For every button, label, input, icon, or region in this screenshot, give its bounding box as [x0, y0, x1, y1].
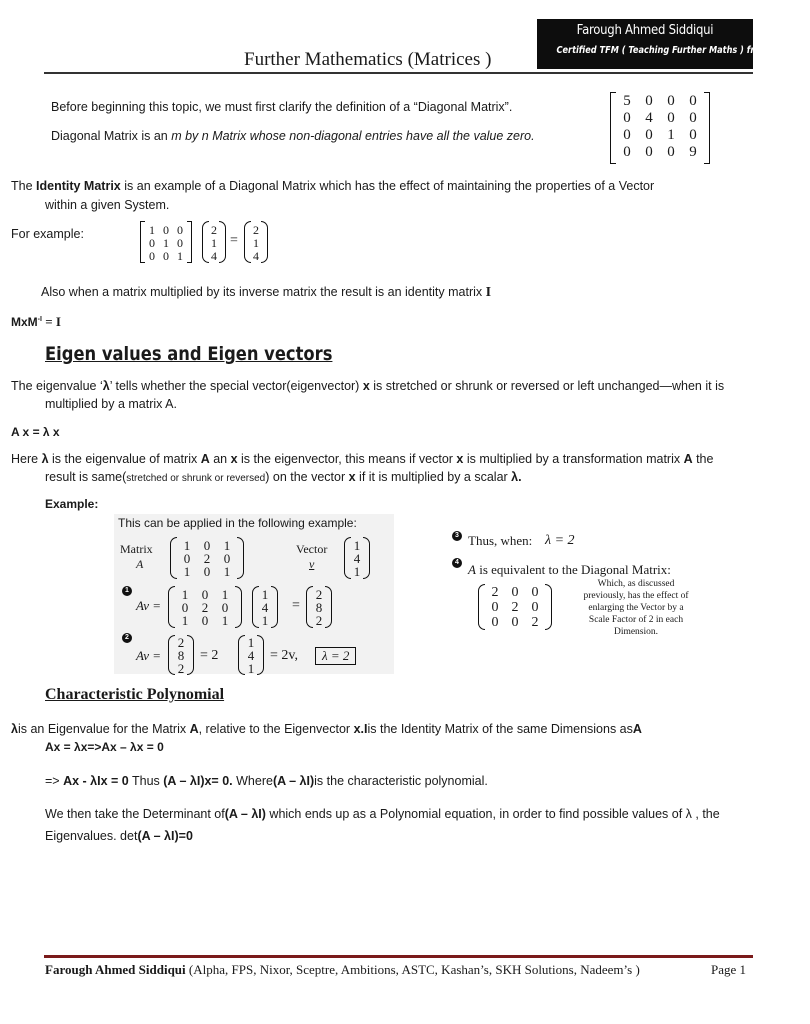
text: => — [45, 774, 64, 788]
matrix-cell: 0 — [201, 586, 209, 602]
right-paren — [187, 635, 194, 675]
vector-cell: 1 — [247, 660, 255, 676]
note-line: enlarging the Vector by a — [588, 603, 684, 613]
note-line: Which, as discussed — [597, 579, 675, 589]
matrix-cell: 2 — [511, 599, 519, 615]
step2-vector-v — [238, 635, 264, 675]
text: Also when a matrix multiplied by its inverse matrix the result is an identity matrix — [41, 285, 486, 299]
vector-table — [351, 539, 363, 579]
matrix-cell: 0 — [163, 249, 169, 264]
matrix-cell: 0 — [623, 144, 631, 160]
matrix-cell: 0 — [689, 110, 697, 126]
vector-table — [245, 636, 257, 675]
scaled-diagonal-matrix — [478, 584, 552, 630]
text: is equivalent to the Diagonal Matrix: — [475, 562, 671, 577]
right-paren — [545, 584, 552, 630]
identity-line-2: within a given System. — [45, 198, 170, 212]
characteristic-paragraph-3 — [45, 807, 720, 821]
text: Here — [11, 452, 42, 466]
matrix-cell: 0 — [689, 127, 697, 143]
matrix-cell: 2 — [203, 550, 211, 566]
matrix-cell: 1 — [223, 564, 231, 580]
matrix-cell: 0 — [183, 550, 191, 566]
vector-cell: 2 — [177, 660, 185, 676]
matrix-cell: 4 — [645, 110, 653, 126]
text: is an example of a Diagonal Matrix which has the effect of maintaining the properties of a Vector — [120, 179, 655, 193]
text: the — [692, 452, 714, 466]
matrix-cell: 9 — [689, 144, 697, 160]
matrix-cell: 0 — [667, 144, 675, 160]
text: is multiplied by a transformation matrix — [463, 452, 684, 466]
step1-result — [306, 586, 332, 628]
eigen-paragraph-2-line-2 — [45, 470, 522, 484]
matrix-cell: 0 — [203, 537, 211, 553]
lambda-symbol: λ. — [511, 470, 522, 484]
left-paren — [170, 537, 177, 579]
eigen-equation: A x = λ x — [11, 425, 60, 439]
superscript: -I — [37, 316, 42, 323]
vector-table — [313, 588, 325, 628]
matrix-cell: 0 — [201, 613, 209, 629]
step1-vector-v — [252, 586, 278, 628]
vector-cell: 4 — [253, 249, 259, 264]
author-name: Farough Ahmed Siddiqui — [45, 962, 186, 977]
vector-label: Vector — [296, 542, 328, 556]
step-badge-4: 4 — [452, 558, 462, 568]
matrix-cell: 1 — [183, 564, 191, 580]
vector-symbol: v — [309, 557, 315, 571]
matrix-cell: 0 — [163, 222, 169, 237]
matrix-cell: 0 — [221, 599, 229, 615]
vector-cell: 1 — [211, 235, 217, 250]
identity-line-1 — [11, 179, 654, 193]
right-bracket — [187, 221, 192, 263]
left-paren — [238, 635, 245, 675]
matrix-cell: 0 — [623, 127, 631, 143]
diagonal-matrix-table — [616, 93, 704, 161]
for-example-label: For example: — [11, 227, 84, 241]
matrix-cell: 0 — [689, 93, 697, 109]
matrix-cell: 0 — [531, 599, 539, 615]
scale-factor-note — [566, 578, 706, 638]
matrix-cell: 0 — [149, 235, 155, 250]
matrix-cell: 1 — [221, 586, 229, 602]
vector-table — [259, 588, 271, 628]
intro-line-2 — [51, 129, 535, 143]
lambda-result-box: λ = 2 — [315, 647, 356, 665]
vector-cell: 4 — [211, 249, 217, 264]
header-divider — [44, 72, 753, 74]
characteristic-equation-2 — [45, 774, 488, 788]
equation: (A – λI) — [272, 774, 315, 788]
a-symbol: A — [632, 722, 642, 736]
vector-cell: 1 — [353, 564, 361, 580]
vector-cell: 2 — [253, 222, 259, 237]
right-paren — [257, 635, 264, 675]
right-bracket — [704, 92, 710, 164]
equation: (A – λI)x= 0. — [163, 774, 233, 788]
a-symbol: A — [200, 452, 210, 466]
a-symbol: A — [683, 452, 693, 466]
right-paren — [237, 537, 244, 579]
vector-cell: 2 — [211, 222, 217, 237]
intro-line-2-text: Diagonal Matrix is an — [51, 129, 172, 143]
vector-cell: 4 — [261, 599, 269, 615]
document-title: Further Mathematics (Matrices ) — [244, 49, 492, 70]
text: MxM — [11, 315, 38, 329]
text: is the Identity Matrix of the same Dimensions as — [367, 722, 633, 736]
vector-cell: 4 — [247, 647, 255, 663]
matrix-cell: 0 — [531, 585, 539, 601]
vector-table — [209, 223, 219, 263]
text: The eigenvalue ‘ — [11, 379, 103, 393]
right-paren — [363, 537, 370, 579]
matrix-cell: 1 — [149, 222, 155, 237]
lambda-symbol: λ — [102, 379, 110, 393]
right-paren — [219, 221, 226, 263]
matrix-cell: 1 — [183, 537, 191, 553]
equivalent-text — [468, 562, 671, 578]
matrix-cell: 0 — [491, 599, 499, 615]
right-paren — [271, 586, 278, 628]
matrix-table — [175, 588, 235, 628]
text: if it is multiplied by a scalar — [355, 470, 512, 484]
x-symbol: x. — [353, 722, 364, 736]
note-line: Scale Factor of 2 in each — [588, 615, 684, 625]
a-symbol: A — [189, 722, 199, 736]
x-symbol: x — [362, 379, 370, 393]
matrix-cell: 0 — [645, 127, 653, 143]
vector-cell: 2 — [315, 586, 323, 602]
matrix-cell: 1 — [221, 613, 229, 629]
text: which ends up as a Polynomial equation, in order to find possible values of λ , the — [265, 807, 720, 821]
example-label: Example: — [45, 497, 99, 511]
matrix-table — [485, 586, 545, 630]
text: Where — [232, 774, 273, 788]
vector-cell: 1 — [253, 235, 259, 250]
text: Thus — [128, 774, 164, 788]
text: is an Eigenvalue for the Matrix — [17, 722, 190, 736]
example-vector-v — [344, 537, 370, 579]
page-number: Page 1 — [711, 962, 747, 977]
text: is the eigenvalue of matrix — [48, 452, 201, 466]
example-intro: This can be applied in the following example: — [118, 516, 357, 530]
av-label: Av = — [136, 598, 162, 613]
step2-lhs-vector — [168, 635, 194, 675]
step-badge-2: 2 — [122, 633, 132, 643]
vector-cell: 1 — [261, 586, 269, 602]
step-badge-1: 1 — [122, 586, 132, 596]
eigen-paragraph-1-line-2: multiplied by a matrix A. — [45, 397, 177, 411]
x-symbol: x — [456, 452, 464, 466]
left-paren — [344, 537, 351, 579]
matrix-cell: 1 — [223, 537, 231, 553]
left-paren — [168, 635, 175, 675]
identity-matrix — [140, 221, 192, 263]
matrix-cell: 2 — [201, 599, 209, 615]
matrix-cell: 0 — [181, 599, 189, 615]
vector-cell: 8 — [315, 599, 323, 615]
text: ) on the vector — [265, 470, 349, 484]
left-paren — [306, 586, 313, 628]
thus-text: Thus, when: — [468, 533, 533, 548]
left-paren — [252, 586, 259, 628]
text: is the eigenvector, this means if vector — [237, 452, 457, 466]
matrix-symbol: A — [136, 557, 144, 571]
characteristic-equation-1: Ax = λx=>Ax – λx = 0 — [45, 740, 164, 754]
characteristic-paragraph-1 — [11, 722, 642, 736]
brand-tagline: Certified TFM ( Teaching Further Maths ) from MEI - UK — [556, 45, 810, 56]
vector-cell: 4 — [353, 550, 361, 566]
matrix-cell: 5 — [623, 93, 631, 109]
right-paren — [325, 586, 332, 628]
matrix-cell: 0 — [645, 93, 653, 109]
text: is the characteristic polynomial. — [314, 774, 488, 788]
x-symbol: x — [348, 470, 356, 484]
step2-scalar: = 2 — [200, 648, 219, 663]
lambda-symbol: λ — [11, 722, 18, 736]
step-badge-3: 3 — [452, 531, 462, 541]
section-heading-eigen: Eigen values and Eigen vectors — [45, 343, 333, 365]
left-paren — [168, 586, 175, 628]
matrix-cell: 0 — [511, 614, 519, 630]
intro-line-1: Before beginning this topic, we must first clarify the definition of a “Diagonal Matrix”. — [51, 100, 513, 114]
matrix-cell: 0 — [623, 110, 631, 126]
equation: (A – λI)=0 — [137, 829, 193, 843]
inverse-formula — [11, 314, 61, 330]
characteristic-paragraph-4 — [45, 829, 193, 843]
left-paren — [478, 584, 485, 630]
vector-cell: 8 — [177, 647, 185, 663]
matrix-cell: 0 — [491, 614, 499, 630]
matrix-cell: 0 — [223, 550, 231, 566]
brand-name: Farough Ahmed Siddiqui — [576, 23, 714, 38]
matrix-cell: 0 — [645, 144, 653, 160]
matrix-cell: 1 — [181, 586, 189, 602]
vector-table — [251, 223, 261, 263]
section-heading-characteristic: Characteristic Polynomial — [45, 686, 225, 703]
vector-cell: 1 — [247, 634, 255, 650]
text: ’ tells whether the special vector(eigenvector) — [109, 379, 363, 393]
identity-matrix-table — [145, 223, 187, 263]
matrix-table — [177, 539, 237, 579]
matrix-cell: 0 — [149, 249, 155, 264]
eigen-paragraph-1-line-1 — [11, 379, 724, 393]
eigen-paragraph-2-line-1 — [11, 452, 713, 466]
diagonal-matrix-example — [610, 92, 710, 164]
step2-tail: = 2v, — [270, 648, 298, 663]
step1-matrix-a — [168, 586, 242, 628]
note-line: previously, has the effect of — [583, 591, 689, 601]
text: result is same( — [45, 470, 127, 484]
vector-cell: 1 — [353, 537, 361, 553]
footer-divider — [44, 955, 753, 958]
identity-result-vector — [244, 221, 268, 263]
matrix-cell: 0 — [177, 222, 183, 237]
identity-symbol: I — [485, 285, 492, 300]
equals-sign: = — [292, 598, 300, 613]
text: The — [11, 179, 37, 193]
matrix-cell: 0 — [511, 585, 519, 601]
text: an — [209, 452, 231, 466]
vector-cell: 2 — [315, 613, 323, 629]
vector-table — [175, 636, 187, 675]
text: is stretched or shrunk or reversed or left unchanged—when it is — [369, 379, 725, 393]
inverse-matrix-line — [41, 285, 491, 301]
text: = I — [41, 314, 61, 329]
right-paren — [235, 586, 242, 628]
equals-sign: = — [230, 233, 238, 248]
matrix-cell: 0 — [177, 235, 183, 250]
equation: Ax - λIx = 0 — [63, 774, 129, 788]
matrix-cell: 1 — [181, 613, 189, 629]
text: We then take the Determinant of — [45, 807, 225, 821]
example-matrix-a — [170, 537, 244, 579]
author-brand-banner — [537, 19, 810, 69]
matrix-cell: 2 — [531, 614, 539, 630]
identity-symbol: I — [364, 722, 368, 736]
equation: (A – λI) — [224, 807, 266, 821]
vector-cell: 1 — [261, 613, 269, 629]
matrix-cell: 2 — [491, 585, 499, 601]
thus-equation: λ = 2 — [545, 533, 575, 548]
footer-author — [45, 962, 640, 978]
matrix-cell: 0 — [667, 93, 675, 109]
intro-line-2-italic: m by n Matrix whose non-diagonal entries have all the value zero. — [171, 129, 535, 143]
matrix-cell: 0 — [203, 564, 211, 580]
identity-input-vector — [202, 221, 226, 263]
author-affiliations: (Alpha, FPS, Nixor, Sceptre, Ambitions, ASTC, Kashan’s, SKH Solutions, Nadeem’s ) — [185, 962, 640, 977]
matrix-cell: 1 — [163, 235, 169, 250]
lambda-symbol: λ — [41, 452, 49, 466]
right-paren — [261, 221, 268, 263]
left-paren — [202, 221, 209, 263]
identity-matrix-term: Identity Matrix — [36, 179, 121, 193]
left-paren — [244, 221, 251, 263]
text: Eigenvalues. det — [45, 829, 138, 843]
note-line: Dimension. — [613, 627, 659, 637]
text: , relative to the Eigenvector — [198, 722, 354, 736]
a-symbol: A — [468, 562, 476, 577]
matrix-cell: 1 — [177, 249, 183, 264]
x-symbol: x — [230, 452, 238, 466]
av-label: Av = — [136, 648, 162, 663]
matrix-label: Matrix — [120, 542, 153, 556]
vector-cell: 2 — [177, 634, 185, 650]
small-text: stretched or shrunk or reversed — [126, 473, 266, 484]
matrix-cell: 1 — [667, 127, 675, 143]
matrix-cell: 0 — [667, 110, 675, 126]
